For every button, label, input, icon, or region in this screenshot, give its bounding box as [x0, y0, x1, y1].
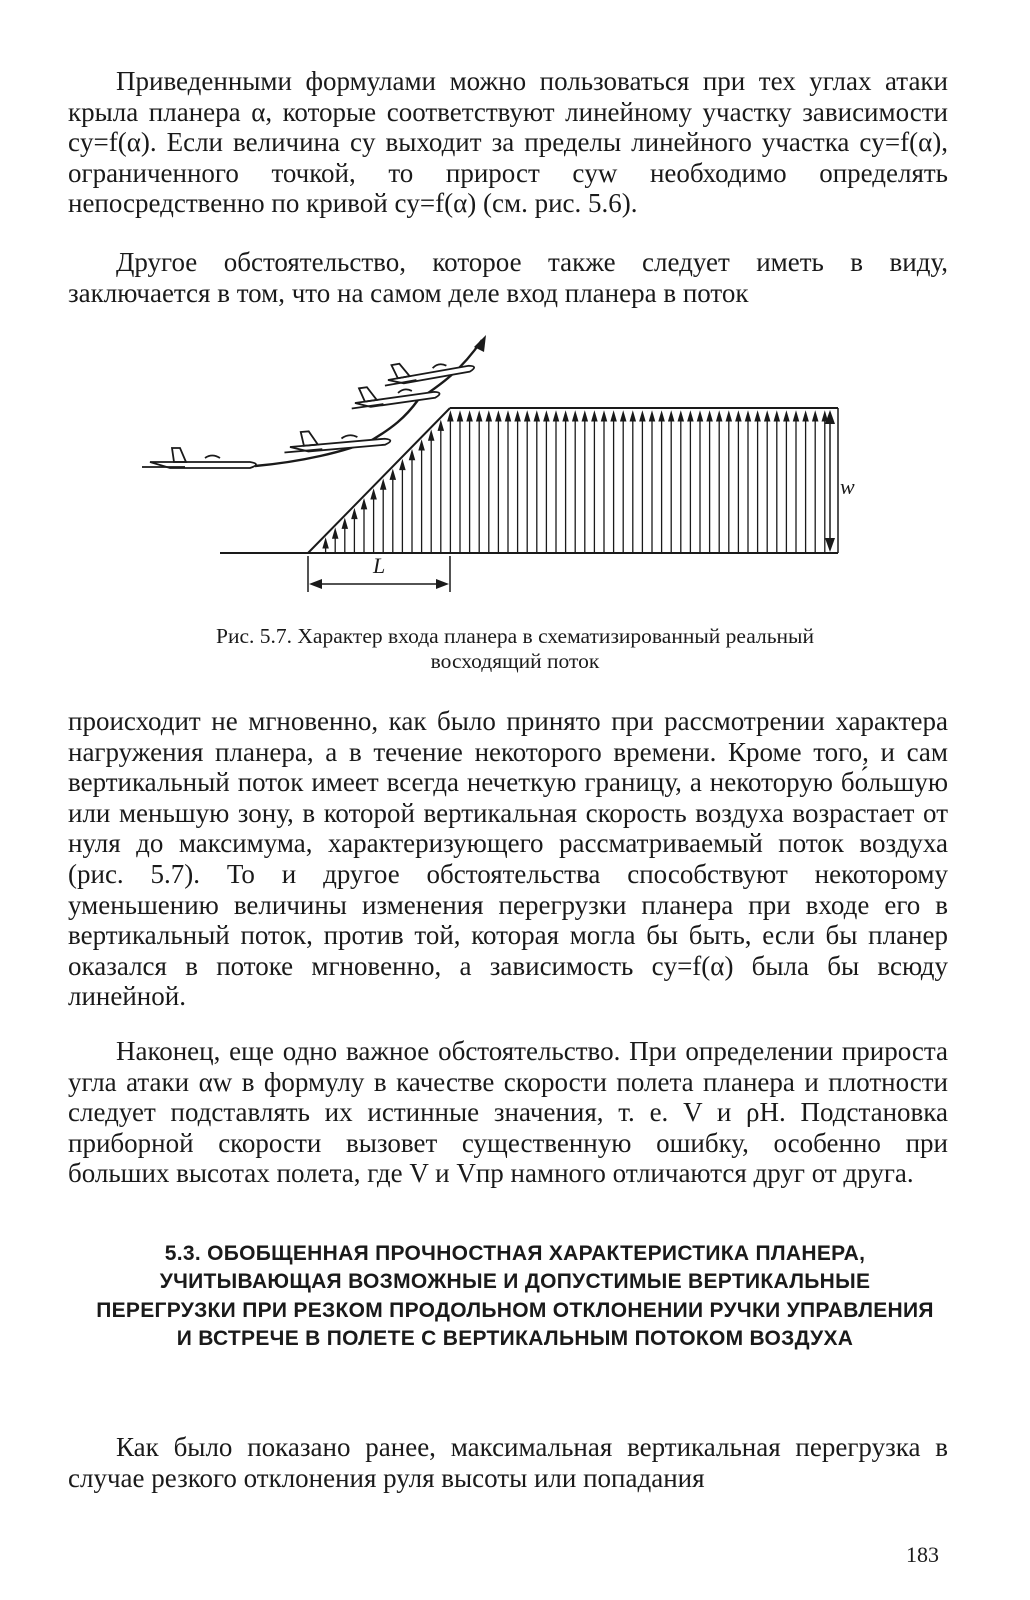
- flow-arrow-head: [342, 519, 347, 528]
- flow-arrow-head: [697, 412, 702, 421]
- flow-arrow-head: [486, 412, 491, 421]
- flow-arrow-head: [803, 412, 808, 421]
- flow-arrow-head: [813, 412, 818, 421]
- page-number: 183: [906, 1542, 939, 1567]
- flow-arrow-head: [678, 412, 683, 421]
- glider-1: [142, 448, 256, 468]
- flow-arrow-head: [323, 539, 328, 548]
- flow-arrow-head: [534, 412, 539, 421]
- flow-arrow-head: [659, 412, 664, 421]
- flow-arrow-head: [573, 412, 578, 421]
- flow-arrow-head: [563, 412, 568, 421]
- ramp-edge: [308, 408, 450, 553]
- flow-arrow-head: [409, 451, 414, 460]
- flow-arrow-head: [477, 412, 482, 421]
- flow-arrow-head: [429, 431, 434, 440]
- flow-arrow-head: [726, 412, 731, 421]
- flow-arrow-head: [774, 412, 779, 421]
- figure-caption: Рис. 5.7. Характер входа планера в схематизированный реальный восходящий поток: [216, 624, 814, 673]
- flow-arrow-head: [457, 412, 462, 421]
- flow-arrow-head: [467, 412, 472, 421]
- flow-arrow-head: [688, 412, 693, 421]
- section-heading: 5.3. ОБОБЩЕННАЯ ПРОЧНОСТНАЯ ХАРАКТЕРИСТИКА ПЛАНЕРА, УЧИТЫВАЮЩАЯ ВОЗМОЖНЫЕ И ДОПУСТИМЫЕ ВЕРТИКАЛЬНЫЕ ПЕРЕГРУЗКИ ПРИ РЕЗКОМ ПРОДОЛЬНОМ ОТКЛОНЕНИИ РУЧКИ УПРАВЛЕНИЯ И ВСТРЕЧЕ В ПОЛЕТЕ С ВЕРТИКАЛЬНЫМ ПОТОКОМ ВОЗДУХА: [96, 1242, 934, 1351]
- flow-arrow-head: [765, 412, 770, 421]
- flow-arrow-head: [505, 412, 510, 421]
- paragraph-max-overload: Как было показано ранее, максимальная вертикальная перегрузка в случае резкого отклонения руля высоты или попадания: [68, 1432, 948, 1493]
- label-w: w: [840, 474, 855, 499]
- flow-arrow-head: [582, 412, 587, 421]
- flow-arrow-head: [496, 412, 501, 421]
- label-L: L: [373, 553, 386, 578]
- paragraph-gradual-entry: происходит не мгновенно, как было принято при рассмотрении характера нагружения планера, а в течение некоторого времени. Кроме того, и сам вертикальный поток имеет всегда нечеткую границу, а некоторую бо́льшую или меньшую зону, в которой вертикальная скорость воздуха возрастает от нуля до максимума, характеризующего рассматриваемый поток воздуха (рис. 5.7). То и другое обстоятельства способствуют некоторому уменьшению величины изменения перегрузки планера при входе его в вертикальный поток, против той, которая могла бы быть, если бы планер оказался в потоке мгновенно, а зависимость cy=f(α) была бы всюду линейной.: [68, 706, 948, 1012]
- flow-arrow-head: [371, 490, 376, 499]
- flow-arrow-head: [611, 412, 616, 421]
- flow-arrow-head: [515, 412, 520, 421]
- flow-arrow-head: [630, 412, 635, 421]
- flow-arrow-head: [822, 412, 827, 421]
- flow-arrow-head: [793, 412, 798, 421]
- flow-arrow-head: [592, 412, 597, 421]
- flow-arrow-head: [448, 412, 453, 421]
- flow-arrow-head: [438, 421, 443, 430]
- flow-arrow-head: [361, 500, 366, 509]
- glider-2: [283, 424, 391, 453]
- flow-arrow-head: [352, 510, 357, 519]
- glider-4: [382, 351, 475, 386]
- flow-arrow-head: [669, 412, 674, 421]
- paragraph-formulas-applicability: Приведенными формулами можно пользоваться при тех углах атаки крыла планера α, которые соответствуют линейному участку зависимости cy=f(α). Если величина cy выходит за пределы линейного участка cy=f(α), ограниченного точкой, то прирост cyw необходимо определять непосредственно по кривой cy=f(α) (см. рис. 5.6).: [68, 66, 948, 219]
- flow-arrow-head: [784, 412, 789, 421]
- flow-arrow-head: [333, 529, 338, 538]
- flow-arrow-head: [601, 412, 606, 421]
- figure-glider-entry-diagram: [0, 0, 1030, 700]
- flow-arrow-head: [640, 412, 645, 421]
- flow-arrow-head: [390, 470, 395, 479]
- flow-arrow-head: [745, 412, 750, 421]
- flow-arrow-head: [553, 412, 558, 421]
- flow-arrow-head: [755, 412, 760, 421]
- flow-arrow-head: [525, 412, 530, 421]
- flow-arrow-head: [400, 461, 405, 470]
- flow-arrow-head: [736, 412, 741, 421]
- paragraph-other-circumstance: Другое обстоятельство, которое также следует иметь в виду, заключается в том, что на самом деле вход планера в поток: [68, 247, 948, 308]
- flow-arrow-head: [381, 480, 386, 489]
- flow-arrow-head: [419, 441, 424, 450]
- flow-arrow-head: [717, 412, 722, 421]
- vertical-flow-arrows: [323, 412, 827, 553]
- flow-arrow-head: [649, 412, 654, 421]
- flow-arrow-head: [621, 412, 626, 421]
- paragraph-true-speed: Наконец, еще одно важное обстоятельство. При определении прироста угла атаки αw в формулу в качестве скорости полета планера и плотности следует подставлять их истинные значения, т. е. V и ρH. Подстановка приборной скорости вызовет существенную ошибку, особенно при больших высотах полета, где V и Vпр намного отличаются друг от друга.: [68, 1036, 948, 1189]
- flow-arrow-head: [544, 412, 549, 421]
- flow-arrow-head: [707, 412, 712, 421]
